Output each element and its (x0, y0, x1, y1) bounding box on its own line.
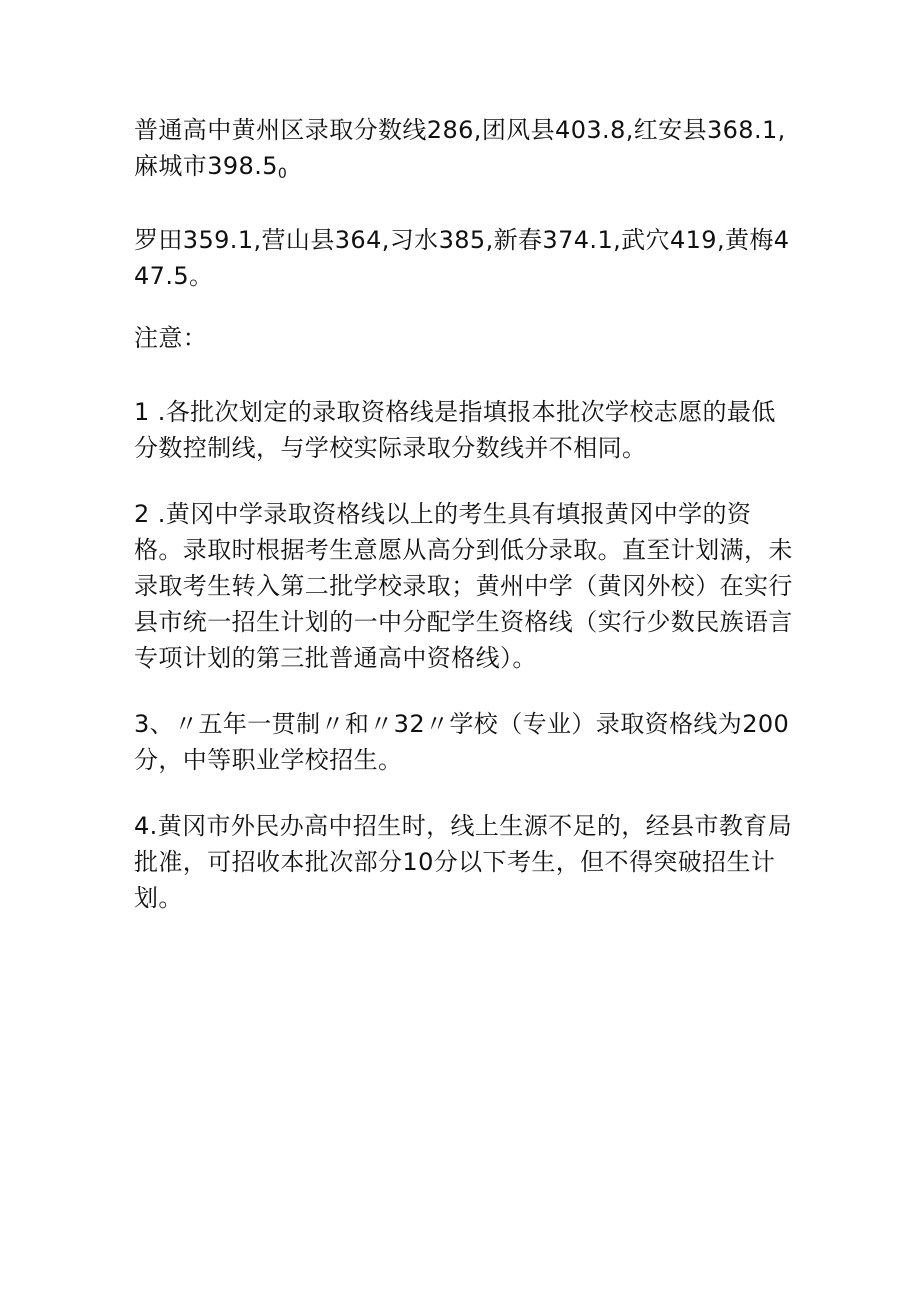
paragraph-score-lines-part2: 罗田359.1,营山县364,习水385,新春374.1,武穴419,黄梅447.5。 (134, 226, 790, 290)
note-item-1: 1 .各批次划定的录取资格线是指填报本批次学校志愿的最低分数控制线，与学校实际录取分数线并不相同。 (134, 398, 776, 462)
score-lines-text: 普通高中黄州区录取分数线286,团风县403.8,红安县368.1,麻城市398.5 (134, 116, 786, 180)
note-item-3: 3、〃五年一贯制〃和〃32〃学校（专业）录取资格线为200分，中等职业学校招生。 (134, 710, 790, 774)
note-item-2: 2 .黄冈中学录取资格线以上的考生具有填报黄冈中学的资格。录取时根据考生意愿从高分到低分录取。直至计划满，未录取考生转入第二批学校录取；黄州中学（黄冈外校）在实行县市统一招生计划的一中分配学生资格线（实行少数民族语言专项计划的第三批普通高中资格线）。 (134, 500, 793, 672)
score-lines-trailing-mark: 0 (277, 166, 288, 182)
notice-heading: 注意： (134, 324, 208, 352)
document-body (134, 112, 794, 916)
note-item-4: 4.黄冈市外民办高中招生时，线上生源不足的，经县市教育局批准，可招收本批次部分10分以下考生，但不得突破招生计划。 (134, 812, 793, 912)
paragraph-score-lines-part1 (134, 112, 794, 192)
